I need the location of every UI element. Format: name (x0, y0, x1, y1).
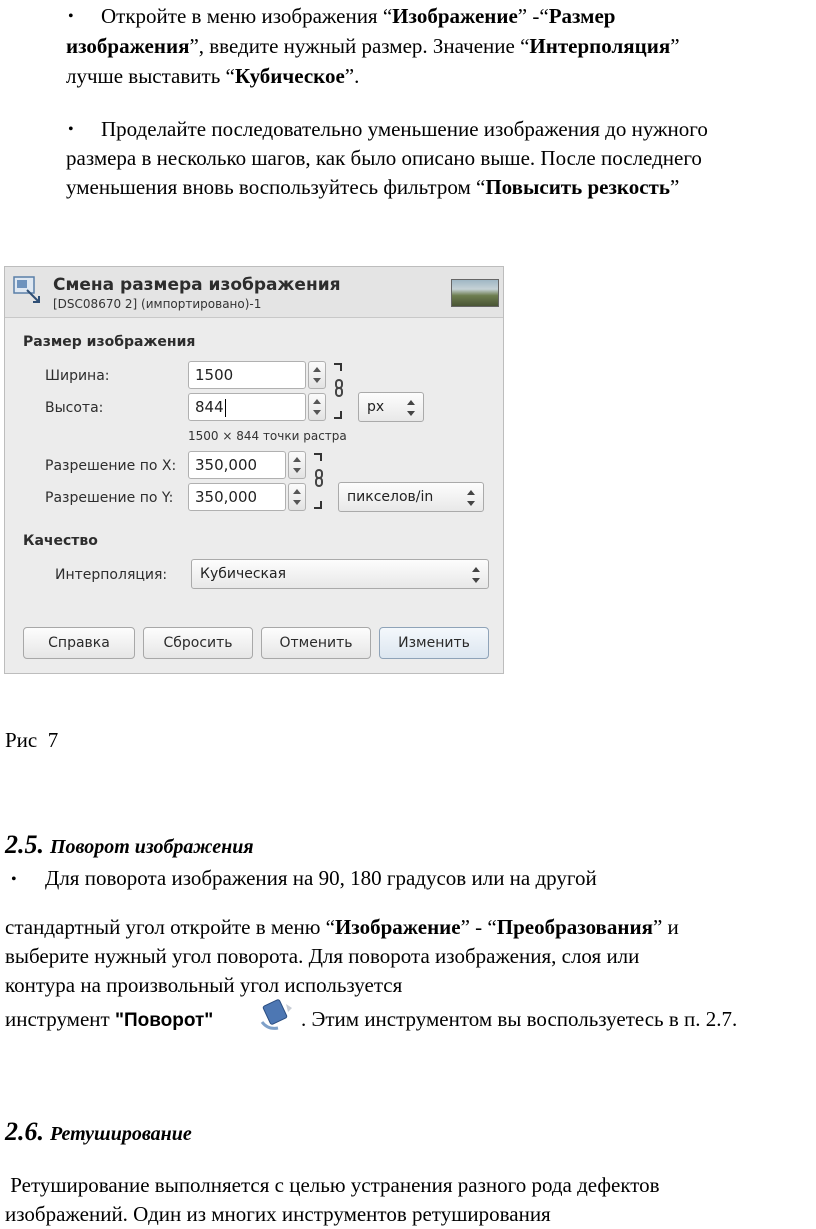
bullet-marker: • (68, 121, 74, 138)
bullet-1-line-1: Откройте в меню изображения “Изображение” -“Размер (101, 4, 616, 28)
bullet-2-line-3: уменьшения вновь воспользуйтесь фильтром “Повысить резкость” (66, 175, 680, 199)
dialog-header (5, 267, 503, 318)
cancel-button[interactable]: Отменить (261, 627, 371, 659)
dialog-subtitle: [DSC08670 2] (импортировано)-1 (53, 297, 262, 311)
y-resolution-label: Разрешение по Y: (45, 490, 174, 506)
section-2-5-line-5-start: инструмент "Поворот" (5, 1007, 214, 1031)
bullet-marker: • (11, 871, 17, 888)
rotate-tool-icon (258, 998, 296, 1032)
select-arrows-icon (472, 567, 480, 583)
size-chain-link-icon[interactable] (334, 363, 348, 419)
x-resolution-label: Разрешение по X: (45, 458, 177, 474)
height-spinner[interactable] (308, 393, 326, 421)
bullet-2-line-1: Проделайте последовательно уменьшение изображения до нужного (101, 117, 708, 141)
quality-section-label: Качество (23, 533, 98, 549)
size-unit-select[interactable]: px (358, 392, 424, 422)
section-2-5-line-3: выберите нужный угол поворота. Для поворота изображения, слоя или (5, 944, 640, 968)
scale-image-dialog (4, 266, 504, 674)
text-cursor (225, 399, 226, 417)
section-2-5-line-2: стандартный угол откройте в меню “Изображение” - “Преобразования” и (5, 915, 679, 939)
scale-button[interactable]: Изменить (379, 627, 489, 659)
image-size-section-label: Размер изображения (23, 334, 196, 350)
width-input[interactable]: 1500 (188, 361, 306, 389)
height-input[interactable]: 844 (188, 393, 306, 421)
section-2-5-heading: 2.5. Поворот изображения (5, 830, 254, 859)
figure-caption: Рис 7 (5, 728, 59, 752)
section-2-5-line-4: контура на произвольный угол используется (5, 973, 403, 997)
y-resolution-input[interactable]: 350,000 (188, 483, 286, 511)
section-2-6-heading: 2.6. Ретуширование (5, 1117, 192, 1146)
interpolation-label: Интерполяция: (55, 567, 168, 583)
reset-button[interactable]: Сбросить (143, 627, 253, 659)
resolution-unit-select[interactable]: пикселов/in (338, 482, 484, 512)
select-arrows-icon (467, 490, 475, 506)
bullet-2-line-2: размера в несколько шагов, как было описано выше. После последнего (66, 146, 702, 170)
scale-image-icon (13, 276, 41, 304)
select-arrows-icon (407, 400, 415, 416)
section-2-6-line-1: Ретуширование выполняется с целью устранения разного рода дефектов (5, 1173, 660, 1197)
section-2-6-line-2: изображений. Один из многих инструментов ретуширования (5, 1202, 551, 1226)
width-spinner[interactable] (308, 361, 326, 389)
y-resolution-spinner[interactable] (288, 483, 306, 511)
bullet-marker: • (68, 8, 74, 25)
height-label: Высота: (45, 400, 104, 416)
interpolation-select[interactable]: Кубическая (191, 559, 489, 589)
image-thumbnail (451, 279, 499, 307)
bullet-1-line-3: лучше выставить “Кубическое”. (66, 64, 360, 88)
dialog-title: Смена размера изображения (53, 275, 341, 295)
help-button[interactable]: Справка (23, 627, 135, 659)
width-label: Ширина: (45, 368, 110, 384)
section-2-5-line-1: Для поворота изображения на 90, 180 градусов или на другой (45, 866, 597, 890)
bullet-1-line-2: изображения”, введите нужный размер. Значение “Интерполяция” (66, 34, 680, 58)
resolution-chain-link-icon[interactable] (314, 453, 328, 509)
x-resolution-spinner[interactable] (288, 451, 306, 479)
pixel-size-hint: 1500 × 844 точки растра (188, 429, 347, 443)
x-resolution-input[interactable]: 350,000 (188, 451, 286, 479)
section-2-5-line-5-end: . Этим инструментом вы воспользуетесь в п. 2.7. (301, 1007, 738, 1031)
